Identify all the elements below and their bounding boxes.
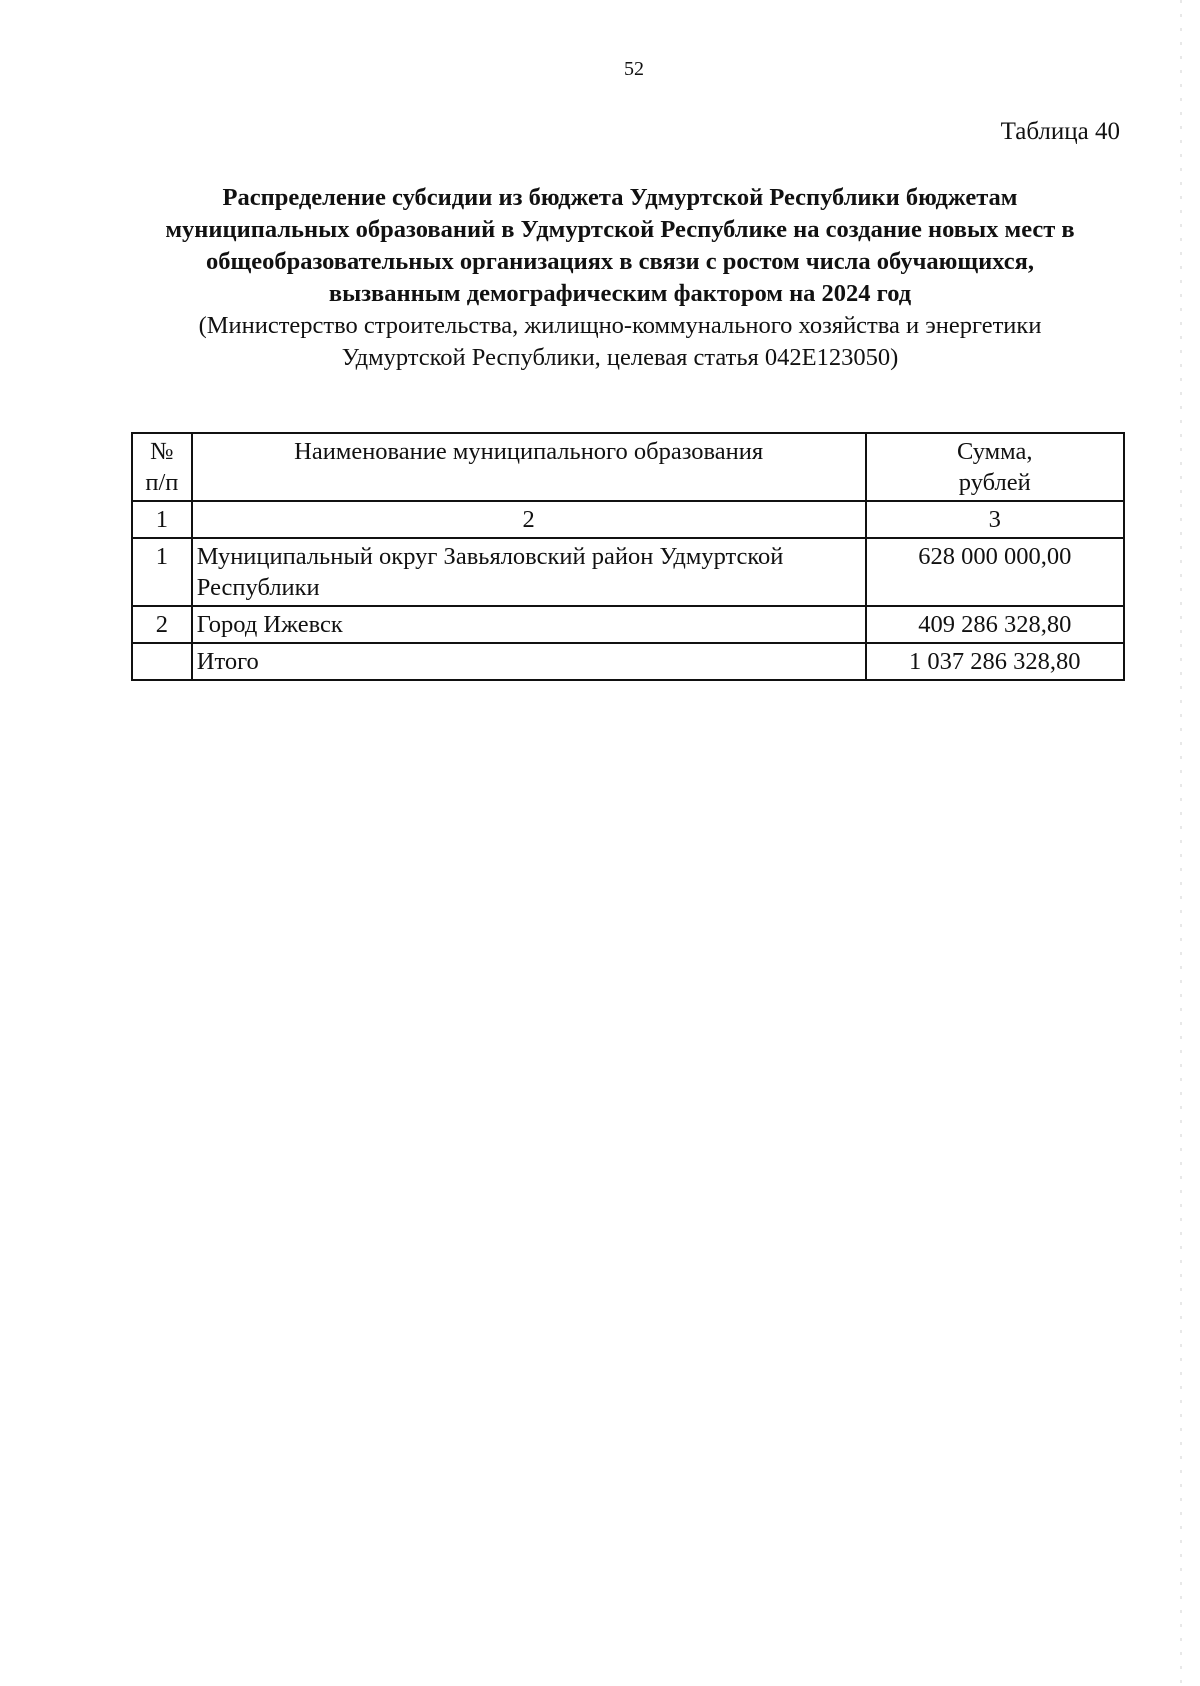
- header-num-line2: п/п: [145, 469, 179, 496]
- title-line-3: общеобразовательных организациях в связи с ростом числа обучающихся,: [206, 248, 1034, 275]
- row-num: 2: [132, 606, 192, 643]
- header-sum: [866, 433, 1125, 501]
- subtitle-line-1: (Министерство строительства, жилищно-коммунального хозяйства и энергетики: [198, 312, 1042, 339]
- row-sum: 628 000 000,00: [866, 538, 1125, 606]
- row-num: 1: [132, 538, 192, 606]
- page-number: 52: [624, 58, 644, 80]
- total-sum: 1 037 286 328,80: [866, 643, 1125, 680]
- header-num-line1: №: [150, 438, 174, 465]
- document-title: [120, 182, 1120, 374]
- total-row: [132, 643, 1124, 680]
- row-name: Муниципальный округ Завьяловский район Удмуртской Республики: [192, 538, 866, 606]
- header-name: Наименование муниципального образования: [192, 433, 866, 501]
- header-num: [132, 433, 192, 501]
- subtitle-line-2: Удмуртской Республики, целевая статья 042E123050): [341, 344, 899, 371]
- table-label: Таблица 40: [1000, 118, 1120, 145]
- table-row: [132, 538, 1124, 606]
- title-line-1: Распределение субсидии из бюджета Удмуртской Республики бюджетам: [222, 184, 1018, 211]
- scan-edge-artifact: [1180, 0, 1182, 1686]
- title-line-2: муниципальных образований в Удмуртской Республике на создание новых мест в: [165, 216, 1075, 243]
- header-sum-line1: Сумма,: [957, 438, 1033, 465]
- table-header-row: [132, 433, 1124, 501]
- title-line-4: вызванным демографическим фактором на 2024 год: [328, 280, 912, 307]
- header-sum-line2: рублей: [958, 469, 1031, 496]
- row-sum: 409 286 328,80: [866, 606, 1125, 643]
- total-label: Итого: [192, 643, 866, 680]
- total-num: [132, 643, 192, 680]
- column-number-3: 3: [866, 501, 1125, 538]
- column-number-row: [132, 501, 1124, 538]
- column-number-2: 2: [192, 501, 866, 538]
- subsidy-table: [131, 432, 1125, 681]
- row-name: Город Ижевск: [192, 606, 866, 643]
- column-number-1: 1: [132, 501, 192, 538]
- table-row: [132, 606, 1124, 643]
